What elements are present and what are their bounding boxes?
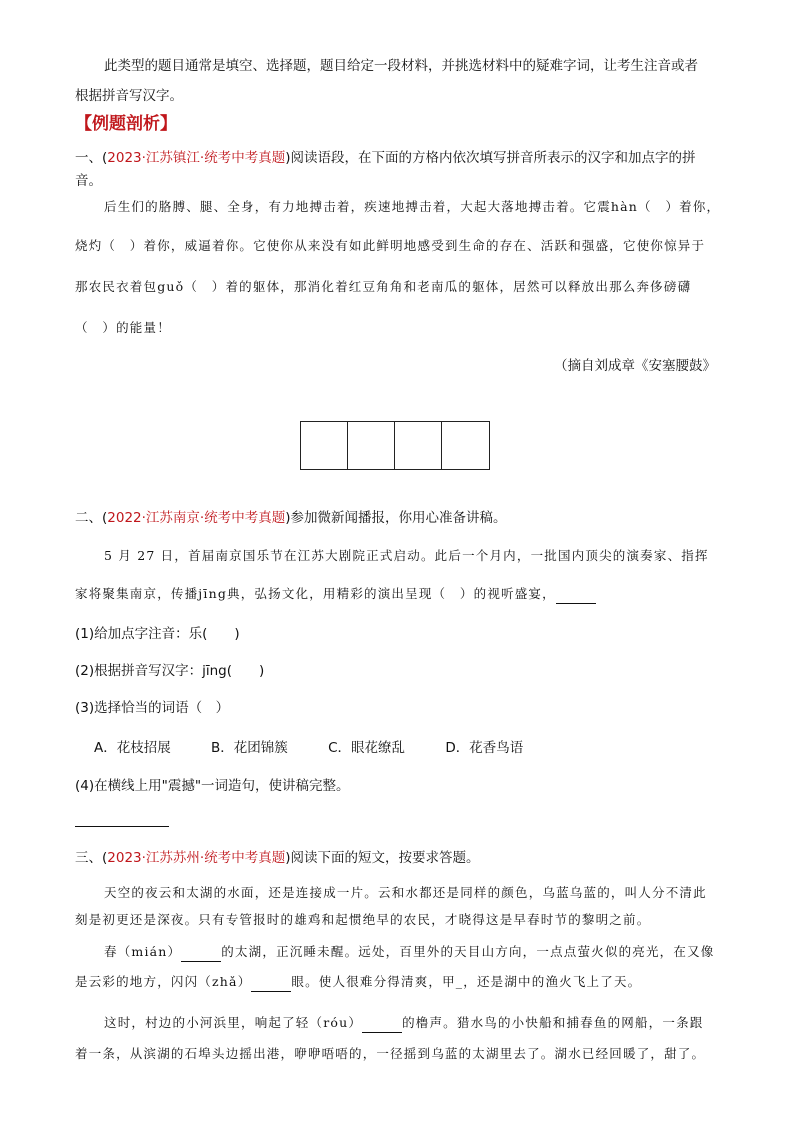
intro-line-1: 此类型的题目通常是填空、选择题，题目给定一段材料，并挑选材料中的疑难字词，让考生注音或者 [104,58,698,74]
answer-cell[interactable] [442,422,489,469]
q1-passage-line-3: 那农民衣着包guǒ（ ）着的躯体，那消化着红豆角角和老南瓜的躯体，居然可以释放出那么奔侈磅礴 [75,279,692,294]
q3-passage-line-5 [104,1013,724,1033]
q2-prefix: 二、( [75,510,108,526]
q1-attribution: （摘自刘成章《安塞腰鼓》 [554,358,716,374]
answer-grid[interactable] [300,421,490,470]
q3-passage-line-2: 刻是初更还是深夜。只有专管报时的雄鸡和起惯绝早的农民，才晓得这是早春时节的黎明之前。 [75,912,651,927]
option-c[interactable]: C．眼花缭乱 [328,740,406,756]
q3-passage-text: 眼。使人很难分得清爽，甲_，还是湖中的渔火飞上了天。 [291,974,642,989]
q3-passage-line-4 [75,972,724,992]
q1-title-line-2: 音。 [75,173,102,189]
q3-passage-text: 的橹声。猎水鸟的小快船和捕春鱼的网船，一条跟 [402,1015,704,1030]
q3-title [75,848,724,868]
answer-cell[interactable] [395,422,442,469]
q2-suffix: )参加微新闻播报，你用心准备讲稿。 [285,510,507,526]
q2-passage-line-2 [75,584,724,604]
q1-title [75,148,724,168]
q2-sub-3: (3)选择恰当的词语（ ） [75,700,230,716]
q1-passage-line-4: （ ）的能量！ [75,320,171,335]
answer-blank[interactable] [251,977,291,992]
q3-passage-line-1: 天空的夜云和太湖的水面，还是连接成一片。云和水都还是同样的颜色，乌蓝乌蓝的，叫人分不清此 [104,885,707,900]
q2-passage-line-1: 5 月 27 日，首届南京国乐节在江苏大剧院正式启动。此后一个月内，一批国内顶尖的演奏家、指挥 [104,548,709,563]
q3-prefix: 三、( [75,850,108,866]
answer-blank[interactable] [181,947,221,962]
answer-cell[interactable] [301,422,348,469]
q2-options [94,738,724,758]
q1-source: 2023·江苏镇江·统考中考真题 [107,150,286,166]
q2-title [75,508,724,528]
q3-pinyin-zha: 是云彩的地方，闪闪（zhǎ） [75,974,252,989]
q2-passage-text: 家将聚集南京，传播jīng典，弘扬文化，用精彩的演出呈现（ ）的视听盛宴， [75,586,556,601]
q3-source: 2023·江苏苏州·统考中考真题 [107,850,286,866]
q3-pinyin-mian: 春（mián） [104,944,182,959]
answer-blank[interactable] [75,812,169,827]
q2-sub-1: (1)给加点字注音：乐( ) [75,626,240,642]
q2-source: 2022·江苏南京·统考中考真题 [107,510,286,526]
answer-blank[interactable] [556,589,596,604]
answer-cell[interactable] [348,422,395,469]
section-heading: 【例题剖析】 [75,114,177,134]
q2-sub-2: (2)根据拼音写汉字：jīng( ) [75,663,265,679]
q3-suffix: )阅读下面的短文，按要求答题。 [285,850,480,866]
q3-passage-text: 的太湖，正沉睡未醒。远处，百里外的天目山方向，一点点萤火似的亮光，在又像 [221,944,715,959]
q1-passage-line-1: 后生们的胳膊、腿、全身，有力地搏击着，疾速地搏击着，大起大落地搏击着。它震hàn（ ）着你， [104,199,721,214]
option-a[interactable]: A．花枝招展 [94,740,171,756]
q2-sub-4: (4)在横线上用"震撼"一词造句，使讲稿完整。 [75,778,350,794]
q1-suffix: )阅读语段，在下面的方格内依次填写拼音所表示的汉字和加点字的拼 [285,150,696,166]
q3-pinyin-rou: 这时，村边的小河浜里，响起了轻（róu） [104,1015,363,1030]
intro-line-2: 根据拼音写汉字。 [75,88,183,104]
answer-blank[interactable] [362,1018,402,1033]
q1-passage-line-2: 烧灼（ ）着你，威逼着你。它使你从来没有如此鲜明地感受到生命的存在、活跃和强盛，它使你惊异于 [75,238,706,253]
option-d[interactable]: D．花香鸟语 [445,740,524,756]
q1-prefix: 一、( [75,150,108,166]
q2-answer-line [75,812,724,833]
q3-passage-line-3 [104,942,724,962]
q3-passage-line-6: 着一条，从滨湖的石埠头边摇出港，咿咿唔唔的，一径摇到乌蓝的太湖里去了。湖水已经回暖了，甜了。 [75,1046,706,1061]
option-b[interactable]: B．花团锦簇 [211,740,288,756]
